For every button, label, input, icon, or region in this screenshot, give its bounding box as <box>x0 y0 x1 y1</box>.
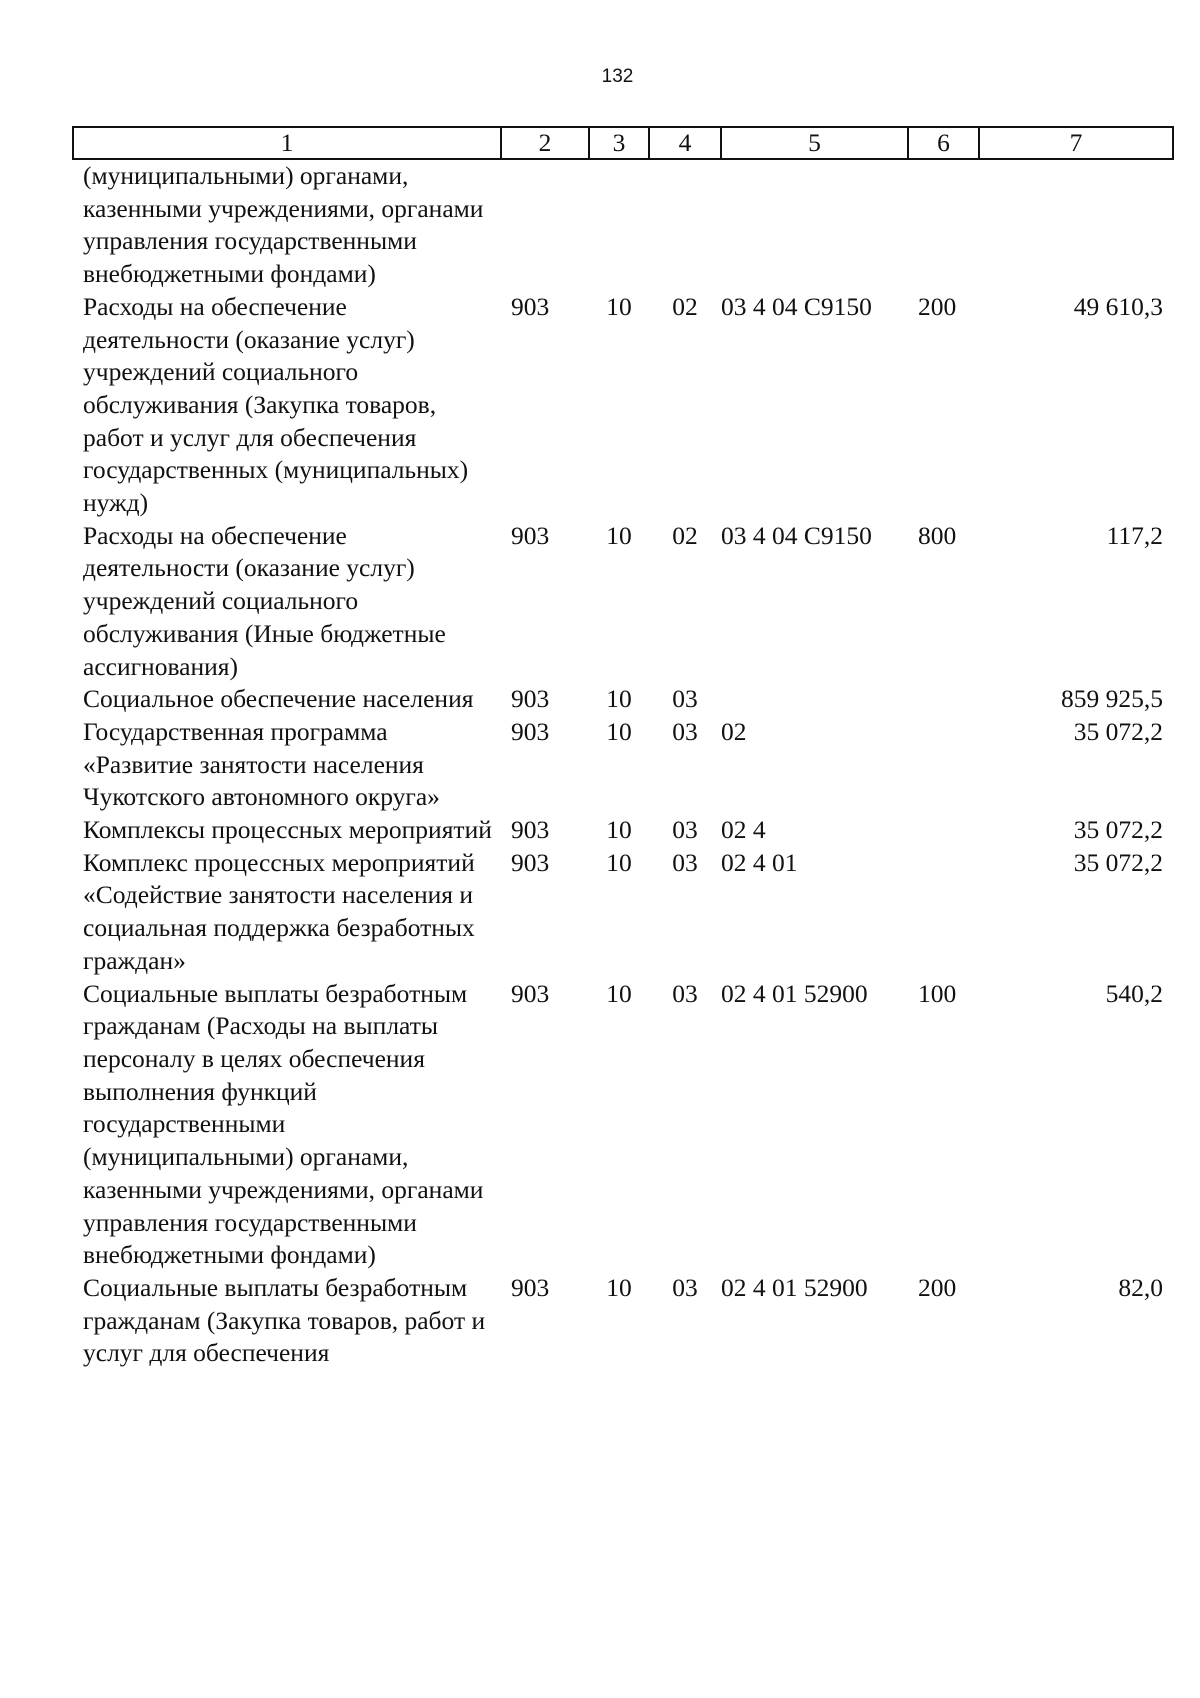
cell-gr: 903 <box>511 815 550 845</box>
table-row <box>73 1272 1173 1370</box>
cell-gr: 903 <box>511 291 550 321</box>
cell-pr: 03 <box>672 815 698 845</box>
cell-pr: 03 <box>672 847 698 877</box>
cell-name: Государственная программа «Развитие занятости населения Чукотского автономного округа» <box>83 716 440 812</box>
cell-vr <box>908 847 979 978</box>
header-col-2: 2 <box>501 127 589 159</box>
table-row <box>73 291 1173 520</box>
cell-rz: 10 <box>606 520 632 550</box>
cell-name: Социальные выплаты безработным гражданам (Закупка товаров, работ и услуг для обеспечения <box>83 1272 486 1368</box>
table-row <box>73 716 1173 814</box>
cell-sum: 35 072,2 <box>1073 815 1163 845</box>
page-number: 132 <box>601 66 634 87</box>
cell-csr: 03 4 04 С9150 <box>721 291 872 321</box>
cell-rz <box>589 159 649 291</box>
table-header-row <box>73 127 1173 159</box>
cell-vr: 800 <box>918 520 957 550</box>
cell-gr: 903 <box>511 520 550 550</box>
cell-sum <box>979 159 1173 291</box>
header-col-1: 1 <box>73 127 501 159</box>
cell-gr: 903 <box>511 1272 550 1302</box>
cell-csr <box>721 159 908 291</box>
cell-rz: 10 <box>606 716 632 746</box>
cell-sum: 35 072,2 <box>1073 716 1163 746</box>
cell-csr: 02 <box>721 716 747 746</box>
cell-name: Комплекс процессных мероприятий «Содействие занятости населения и социальная поддержка безработных граждан» <box>83 847 475 975</box>
cell-csr: 03 4 04 С9150 <box>721 520 872 550</box>
cell-sum: 117,2 <box>1106 520 1163 550</box>
cell-sum: 49 610,3 <box>1073 291 1163 321</box>
cell-csr: 02 4 <box>721 815 766 845</box>
cell-rz: 10 <box>606 847 632 877</box>
cell-sum: 35 072,2 <box>1073 847 1163 877</box>
cell-vr <box>908 683 979 716</box>
cell-vr: 200 <box>918 291 957 321</box>
cell-name: Комплексы процессных мероприятий <box>83 815 492 845</box>
cell-vr <box>908 814 979 847</box>
table-row <box>73 814 1173 847</box>
cell-pr: 03 <box>672 978 698 1008</box>
cell-vr <box>908 159 979 291</box>
table-row <box>73 978 1173 1272</box>
cell-csr <box>721 683 908 716</box>
cell-name: Социальное обеспечение населения <box>83 684 474 714</box>
cell-csr: 02 4 01 <box>721 847 798 877</box>
table-row <box>73 520 1173 684</box>
cell-rz: 10 <box>606 684 632 714</box>
cell-sum: 540,2 <box>1105 978 1163 1008</box>
table-row <box>73 847 1173 978</box>
cell-pr: 03 <box>672 684 698 714</box>
cell-gr <box>501 159 589 291</box>
cell-rz: 10 <box>606 1272 632 1302</box>
cell-name: Расходы на обеспечение деятельности (оказание услуг) учреждений социального обслуживания (Закупка товаров, работ и услуг для обеспечения государственных (муниципальных) нужд) <box>83 291 469 518</box>
cell-sum: 859 925,5 <box>1061 684 1163 714</box>
cell-csr: 02 4 01 52900 <box>721 1272 868 1302</box>
cell-gr: 903 <box>511 716 550 746</box>
budget-table <box>72 126 1174 1370</box>
header-col-4: 4 <box>649 127 721 159</box>
cell-vr <box>908 716 979 814</box>
cell-pr: 02 <box>672 520 698 550</box>
header-col-3: 3 <box>589 127 649 159</box>
cell-name: Расходы на обеспечение деятельности (оказание услуг) учреждений социального обслуживания (Иные бюджетные ассигнования) <box>83 520 446 681</box>
cell-gr: 903 <box>511 847 550 877</box>
cell-pr: 03 <box>672 716 698 746</box>
cell-vr: 100 <box>918 978 957 1008</box>
cell-name: Социальные выплаты безработным гражданам (Расходы на выплаты персоналу в целях обеспечения выполнения функций государственными (муниципальными) органами, казенными учреждениями, органами управления государственными внебюджетными фондами) <box>83 978 484 1270</box>
table-row <box>73 159 1173 291</box>
table-row <box>73 683 1173 716</box>
cell-rz: 10 <box>606 815 632 845</box>
header-col-5: 5 <box>721 127 908 159</box>
cell-rz: 10 <box>606 978 632 1008</box>
cell-rz: 10 <box>606 291 632 321</box>
cell-pr: 02 <box>672 291 698 321</box>
cell-gr: 903 <box>511 684 550 714</box>
cell-pr <box>649 159 721 291</box>
cell-vr: 200 <box>918 1272 957 1302</box>
cell-pr: 03 <box>672 1272 698 1302</box>
header-col-6: 6 <box>908 127 979 159</box>
cell-sum: 82,0 <box>1118 1272 1163 1302</box>
header-col-7: 7 <box>979 127 1173 159</box>
cell-gr: 903 <box>511 978 550 1008</box>
cell-csr: 02 4 01 52900 <box>721 978 868 1008</box>
cell-name: (муниципальными) органами, казенными учреждениями, органами управления государственными внебюджетными фондами) <box>83 161 484 289</box>
